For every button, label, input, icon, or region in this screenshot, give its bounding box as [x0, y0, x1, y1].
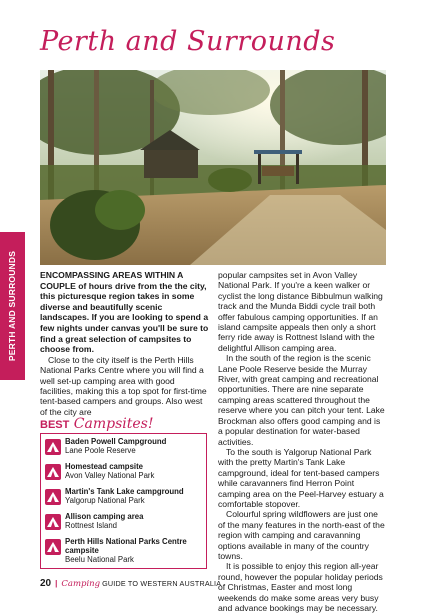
footer-divider: |	[55, 579, 58, 588]
tent-icon	[45, 539, 61, 555]
brand-logo: Camping	[61, 578, 101, 589]
campsite-name: Homestead campsite	[65, 462, 143, 471]
right-column	[218, 270, 386, 613]
campsite-place: Rottnest Island	[65, 521, 118, 531]
right-paragraph-1: popular campsites set in Avon Valley National Park. If you're a keen walker or cyclist the long distance Bibbulmun walking track and the Munda Biddi cycle trail both offer fabulous camping opportunities. If an island campsite appeals then only a short ferry ride away is Rottnest Island with the delightful Allison camping area.	[218, 270, 383, 353]
best-campsites-box	[40, 433, 207, 569]
lead-paragraph	[40, 270, 210, 355]
page-footer	[40, 578, 221, 589]
campsite-place: Avon Valley National Park	[65, 471, 155, 481]
campsite-name: Martin's Tank Lake campground	[65, 487, 184, 496]
right-paragraph-3: To the south is Yalgorup National Park with the pretty Martin's Tank Lake campground, ideal for tent-based campers while caravanners find Herron Point camping area on the Peel-Harvey estuary a comfortable stopover.	[218, 446, 384, 509]
side-tab-label: PERTH AND SURROUNDS	[7, 250, 18, 362]
page-number: 20	[40, 578, 52, 589]
best-campsites-heading	[40, 415, 153, 433]
list-item	[45, 487, 202, 511]
tent-icon	[45, 514, 61, 530]
lead-caps: ENCOMPASSING AREAS WITHIN A COUPLE	[40, 270, 184, 291]
campsite-place: Lane Poole Reserve	[65, 446, 136, 456]
tent-icon	[45, 464, 61, 480]
list-item	[45, 512, 202, 536]
best-label: BEST	[40, 419, 70, 431]
campsite-name: Perth Hills National Parks Centre campsite	[65, 537, 187, 556]
campsite-photo	[40, 70, 386, 265]
campsite-place: Yalgorup National Park	[65, 496, 145, 506]
lead-rest: of hours drive from the the city, this picturesque region takes in some diverse and beautifully scenic landscapes. If you are looking to spend a few nights under canvas you'll be sure to find a great selection of campsites to choose from.	[40, 280, 209, 355]
right-paragraph-4: Colourful spring wildflowers are just one of the many features in the north-east of the region with camping and caravanning options available in many of the country towns.	[218, 509, 385, 561]
list-item	[45, 437, 202, 461]
campsite-name: Baden Powell Campground	[65, 437, 167, 446]
left-column	[40, 270, 210, 417]
campsite-place: Beelu National Park	[65, 555, 134, 565]
section-side-tab	[0, 232, 25, 380]
tent-icon	[45, 439, 61, 455]
page-title: Perth and Surrounds	[40, 26, 336, 57]
right-paragraph-2: In the south of the region is the scenic Lane Poole Reserve beside the Murray River, with great camping and recreational opportunities. There are nine separate camping areas scattered throughout the reserve where you can pitch your tent. Lake Brockman also offers good camping and is a popular destination for water-based activities.	[218, 353, 385, 447]
campsite-name: Allison camping area	[65, 512, 144, 521]
campsites-script-label: Campsites!	[73, 416, 154, 432]
guide-title: GUIDE TO WESTERN AUSTRALIA	[102, 579, 222, 588]
list-item	[45, 537, 202, 571]
right-paragraph-5: It is possible to enjoy this region all-year round, however the popular holiday periods of Christmas, Easter and most long weekends do make some areas very busy and advance bookings may be necessary.	[218, 561, 383, 613]
tent-icon	[45, 489, 61, 505]
left-paragraph-1: Close to the city itself is the Perth Hills National Parks Centre where you will find a well set-up camping area with good facilities, making this a top spot for first-time tent-based campers and groups. Also west of the city are	[40, 354, 207, 417]
list-item	[45, 462, 202, 486]
